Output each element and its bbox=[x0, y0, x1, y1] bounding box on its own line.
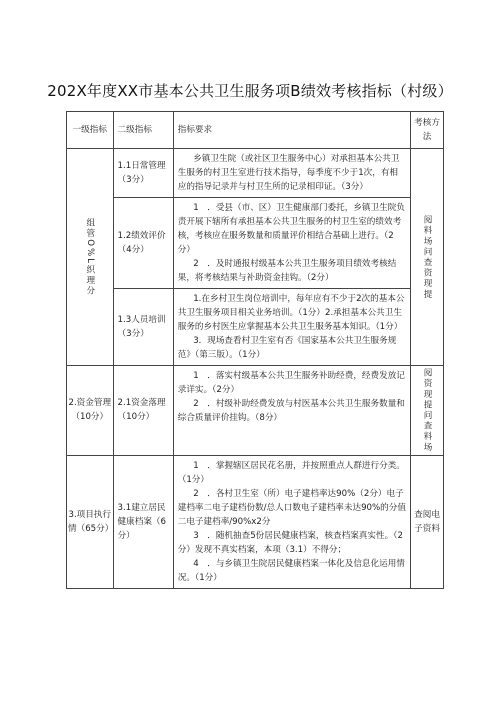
table-row bbox=[67, 366, 444, 456]
indicator-table bbox=[66, 111, 444, 589]
level1-cell bbox=[67, 149, 114, 366]
method-text: 阅料场问查资现提 bbox=[422, 214, 433, 300]
requirement-text: 1 ．落实村级基本公共卫生服务补助经费，经费发放记录详实。（2分） bbox=[177, 371, 405, 395]
requirement-cell bbox=[173, 289, 410, 366]
table-row bbox=[67, 289, 444, 366]
level1-cell: 2.资金管理（10分） bbox=[67, 366, 114, 456]
requirement-text: 2 ．村级补助经费发放与村医基本公共卫生服务数量和综合质量评价挂钩。（8分） bbox=[177, 399, 405, 423]
method-cell: 查阅电子资料 bbox=[411, 455, 444, 588]
level1-text: 组管O%L织理分 bbox=[84, 217, 95, 297]
level2-cell: 3.1建立居民健康档案（6分） bbox=[113, 455, 173, 588]
requirement-text: 1.在乡村卫生岗位培训中，每年应有不少于2次的基本公共卫生服务项目相关业务培训。（1分）2.承担基本公共卫生服务的乡村医生应掌握基本公共卫生服务基本知识。（1分） bbox=[177, 294, 405, 332]
header-method: 考核方法 bbox=[411, 112, 444, 149]
requirement-text: 2 ．及时通报村级基本公共卫生服务项目绩效考核结果，将考核结果与补助资金挂钩。（2分） bbox=[177, 259, 397, 283]
header-requirement: 指标要求 bbox=[173, 112, 410, 149]
level2-cell: 1.2绩效评价（4分） bbox=[113, 198, 173, 289]
requirement-text: 1 ．掌握辖区居民花名册，并按照重点人群进行分类。（1分） bbox=[177, 460, 405, 485]
table-row bbox=[67, 149, 444, 198]
requirement-text: 3 ．随机抽查5份居民健康档案，核查档案真实性。（2分）发现不真实档案，本项（3.1）不得分； bbox=[177, 530, 403, 555]
method-cell bbox=[411, 149, 444, 366]
level2-cell: 1.3人员培训（3分） bbox=[113, 289, 173, 366]
level2-cell: 2.1资金落理（10分） bbox=[113, 366, 173, 456]
method-cell bbox=[411, 366, 444, 456]
header-level2: 二级指标 bbox=[113, 112, 173, 149]
requirement-text: 2 ．各村卫生室（所）电子建档率达90%（2分）电子建档率二电子建档份数/总人口数电子建档率未达90%的分值二电子建档率/90%x2分 bbox=[177, 488, 406, 527]
level2-cell: 1.1日常管理（3分） bbox=[113, 149, 173, 198]
level1-cell: 3.项目执行情（65分） bbox=[67, 455, 114, 588]
table-row bbox=[67, 455, 444, 588]
requirement-cell bbox=[173, 198, 410, 289]
requirement-text: 3．现场查看村卫生室有否《国家基本公共卫生服务规范》（第三版）。（1分） bbox=[177, 336, 397, 360]
requirement-cell bbox=[173, 455, 410, 588]
requirement-text: 4 ．与乡镇卫生院居民健康档案一体化及信息化运用情况。（1分） bbox=[177, 558, 405, 583]
table-row bbox=[67, 198, 444, 289]
requirement-cell bbox=[173, 149, 410, 198]
header-level1: 一级指标 bbox=[67, 112, 114, 149]
table-header-row bbox=[67, 112, 444, 149]
page-title: 202X年度XX市基本公共卫生服务项B绩效考核指标（村级） bbox=[47, 82, 453, 100]
requirement-text: 乡镇卫生院（或社区卫生服务中心）对承担基本公共卫生服务的村卫生室进行技术指导，每季度不少于1次，有相应的指导记录并与村卫生所的记录相印证。（3分） bbox=[177, 154, 400, 192]
requirement-text: 1 ．受县（市、区）卫生健康部门委托，乡镇卫生院负责开展下辖所有承担基本公共卫生服务的村卫生室的绩效考核，考核应在服务数量和质量评价相结合基础上进行。（2分） bbox=[177, 203, 405, 255]
requirement-cell bbox=[173, 366, 410, 456]
method-text: 阅资现提问查料场 bbox=[422, 368, 433, 453]
